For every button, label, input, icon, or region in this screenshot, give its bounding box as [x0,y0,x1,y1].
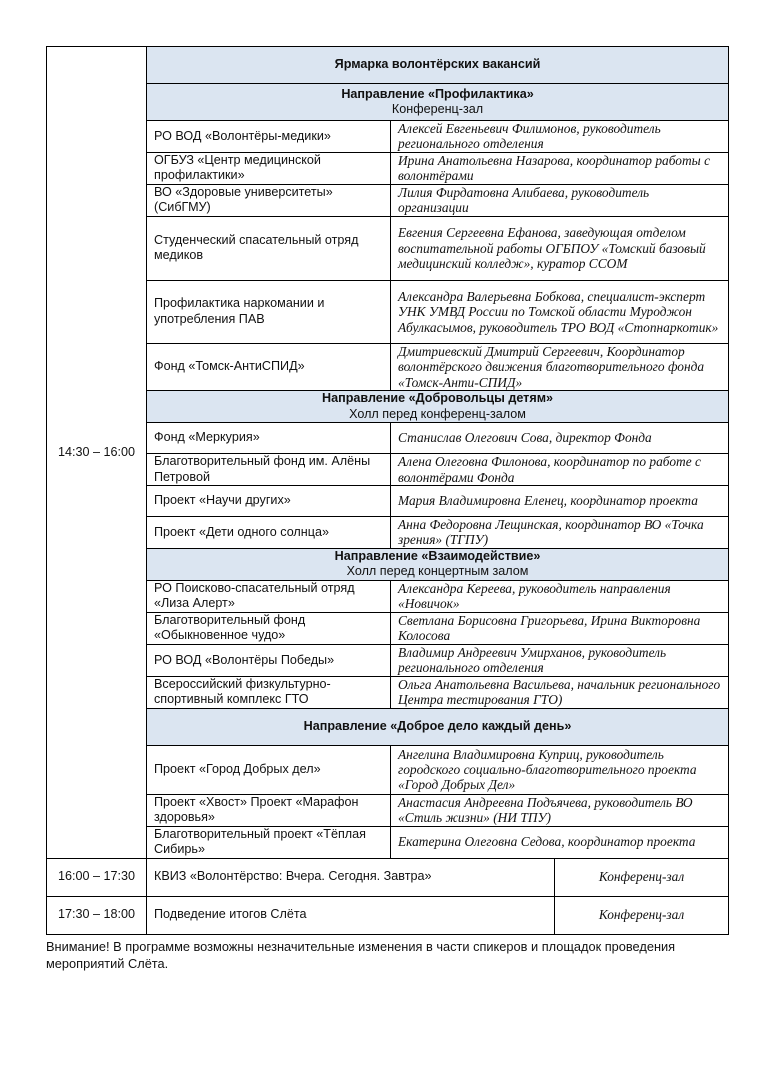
org-text: Проект «Хвост» Проект «Марафон здоровья» [154,794,359,825]
speaker-cell: Евгения Сергеевна Ефанова, заведующая отделом воспитательной работы ОГБПОУ «Томский базовый медицинский колледж», куратор ССОМ [391,216,729,280]
speaker-cell: Ирина Анатольевна Назарова, координатор работы с волонтёрами [391,152,729,184]
org-cell: Профилактика наркомании и употребления ПАВ [147,280,391,343]
section-header [147,548,729,580]
speaker-cell: Александра Валерьевна Бобкова, специалист-эксперт УНК УМВД России по Томской области Муроджон Абулкасымов, руководитель ТРО ВОД «Стопнаркотик» [391,280,729,343]
speaker-cell: Анастасия Андреевна Подъячева, руководитель ВО «Стиль жизни» (НИ ТПУ) [391,794,729,826]
org-cell: РО ВОД «Волонтёры-медики» [147,121,391,153]
direction-title: Направление «Взаимодействие» [334,548,541,563]
direction-location: Холл перед концертным залом [346,564,529,579]
speaker-cell: Алена Олеговна Филонова, координатор по работе с волонтёрами Фонда [391,454,729,486]
org-cell: Студенческий спасательный отряд медиков [147,216,391,280]
speaker-cell: Владимир Андреевич Умирханов, руководитель регионального отделения [391,644,729,676]
speaker-cell: Ангелина Владимировна Куприц, руководитель городского социально-благотворительного проекта «Город Добрых Дел» [391,745,729,794]
org-cell: РО ВОД «Волонтёры Победы» [147,644,391,676]
direction-location: Холл перед конференц-залом [349,406,526,421]
time-cell: 14:30 – 16:00 [47,47,147,859]
section-header [147,84,729,121]
speaker-cell: Лилия Фирдатовна Алибаева, руководитель организации [391,184,729,216]
program-table [46,46,729,935]
org-cell: Проект «Дети одного солнца» [147,517,391,549]
org-cell: Благотворительный проект «Тёплая Сибирь» [147,826,391,858]
direction-title: Направление «Профилактика» [341,86,534,101]
section-header: Направление «Доброе дело каждый день» [147,708,729,745]
event-title: Подведение итогов Слёта [147,896,555,934]
org-cell [147,794,391,826]
section-header [147,391,729,423]
speaker-cell: Анна Федоровна Лещинская, координатор ВО «Точка зрения» (ТГПУ) [391,517,729,549]
org-cell: Всероссийский физкультурно-спортивный комплекс ГТО [147,676,391,708]
speaker-cell: Александра Кереева, руководитель направления «Новичок» [391,580,729,612]
org-cell: Фонд «Меркурия» [147,423,391,454]
speaker-cell: Алексей Евгеньевич Филимонов, руководитель регионального отделения [391,121,729,153]
time-cell: 16:00 – 17:30 [47,858,147,896]
org-cell: Благотворительный фонд «Обыкновенное чудо» [147,612,391,644]
speaker-cell: Дмитриевский Дмитрий Сергеевич, Координатор волонтёрского движения благотворительного фонда «Томск-Анти-СПИД» [391,343,729,390]
speaker-cell: Ольга Анатольевна Васильева, начальник регионального Центра тестирования ГТО) [391,676,729,708]
speaker-cell: Светлана Борисовна Григорьева, Ирина Викторовна Колосова [391,612,729,644]
org-cell: Проект «Город Добрых дел» [147,745,391,794]
org-cell: Благотворительный фонд им. Алёны Петровой [147,454,391,486]
speaker-cell: Станислав Олегович Сова, директор Фонда [391,423,729,454]
direction-location: Конференц-зал [391,102,484,116]
time-cell: 17:30 – 18:00 [47,896,147,934]
event-title: КВИЗ «Волонтёрство: Вчера. Сегодня. Завтра» [147,858,555,896]
speaker-cell: Мария Владимировна Еленец, координатор проекта [391,486,729,517]
org-cell: РО Поисково-спасательный отряд «Лиза Алерт» [147,580,391,612]
direction-title: Направление «Добровольцы детям» [322,391,554,406]
event-place: Конференц-зал [555,858,729,896]
program-note: Внимание! В программе возможны незначительные изменения в части спикеров и площадок проведения мероприятий Слёта. [46,939,676,971]
org-cell: Фонд «Томск-АнтиСПИД» [147,343,391,390]
org-cell: ВО «Здоровые университеты» (СибГМУ) [147,184,391,216]
fair-title: Ярмарка волонтёрских вакансий [147,47,729,84]
org-cell: Проект «Научи других» [147,486,391,517]
org-cell: ОГБУЗ «Центр медицинской профилактики» [147,152,391,184]
event-place: Конференц-зал [555,896,729,934]
speaker-cell: Екатерина Олеговна Седова, координатор проекта [391,826,729,858]
